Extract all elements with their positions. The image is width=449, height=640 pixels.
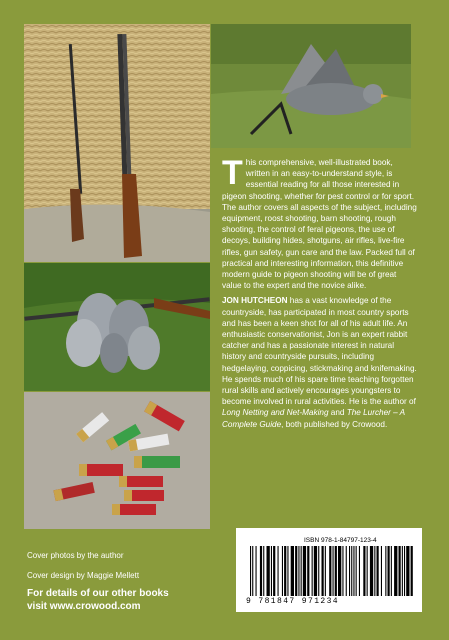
barcode-bar (252, 546, 253, 596)
barcode-bars (248, 546, 414, 596)
bio-end: , both published by Crowood. (281, 419, 388, 429)
barcode-bar (394, 546, 397, 596)
barcode-bar (381, 546, 382, 596)
barcode-bar (356, 546, 357, 596)
barcode-box (236, 528, 422, 612)
barcode-bar (307, 546, 309, 596)
barcode-bar (351, 546, 352, 596)
barcode-bar (325, 546, 326, 596)
book-title-1: Long Netting and Net-Making (222, 408, 329, 418)
barcode-bar (329, 546, 331, 596)
barcode-bar (250, 546, 251, 596)
barcode-bar (284, 546, 286, 596)
barcode-bar (287, 546, 288, 596)
details-line-2: visit www.crowood.com (27, 601, 141, 612)
barcode-bar (349, 546, 350, 596)
barcode-bar (377, 546, 379, 596)
barcode-bar (333, 546, 334, 596)
author-bio-text: has a vast knowledge of the countryside, has participated in most country sports and has been a keen shot for all of his adult life. An enthusiastic conservationist, Jon is an expert rabbit catcher and has a passionate interest in natural history and countryside pursuits, including hedgelaying, coppicing, stickmaking and knifemaking. He spends much of his spare time teaching forgotten rural skills and actively encourages youngsters to become involved in rural activities. He is the author of (222, 296, 417, 407)
barcode-bar (353, 546, 354, 596)
barcode-bar (278, 546, 279, 596)
barcode-bar (314, 546, 317, 596)
barcode-bar (335, 546, 337, 596)
barcode-bar (411, 546, 413, 596)
barcode-bar (342, 546, 343, 596)
design-credit: Cover design by Maggie Mellett (27, 571, 140, 580)
barcode-bar (406, 546, 409, 596)
barcode-bar (295, 546, 297, 596)
barcode-bar (322, 546, 324, 596)
barcode-bar (388, 546, 390, 596)
barcode-bar (338, 546, 341, 596)
back-cover-blurb (222, 154, 418, 434)
author-name: JON HUTCHEON (222, 296, 288, 306)
blurb-intro: his comprehensive, well-illustrated book, written in an easy-to-understand style, is essential reading for all those interested in pigeon shooting, whether for pest control or for sport. The author covers all aspects of the subject, including equipment, roost shooting, barn shooting, rough shooting, the control of feral pigeons, the use of decoys, building hides, shotguns, air rifles, live-fire rifles, gun safety, gun care and the law. Packed full of practical and interesting information, this definitive modern guide to pigeon shooting will be of great value to the expert and the novice alike. (222, 158, 417, 291)
barcode-bar (312, 546, 313, 596)
barcode-bar (374, 546, 375, 596)
barcode-bar (402, 546, 403, 596)
book-title-2: The Lurcher – A Complete Guide (222, 408, 405, 429)
barcode-bar (301, 546, 302, 596)
details-line-1: For details of our other books (27, 588, 169, 599)
barcode-bar (282, 546, 283, 596)
barcode-bar (404, 546, 405, 596)
barcode-bar (370, 546, 373, 596)
barcode-bar (363, 546, 365, 596)
barcode-bar (303, 546, 306, 596)
barcode-bar (273, 546, 275, 596)
photo-shotguns-hay-bale (24, 24, 210, 262)
barcode-bar (291, 546, 294, 596)
and-word: and (328, 408, 347, 418)
barcode-bar (256, 546, 257, 596)
isbn-text: ISBN 978-1-84797-123-4 (304, 537, 377, 544)
photo-pigeon-decoy (211, 24, 411, 148)
barcode-bar (260, 546, 262, 596)
blurb-description (222, 154, 418, 291)
photo-shot-pigeons (24, 263, 210, 391)
ean-number: 9 781847 971234 (246, 597, 340, 606)
barcode-bar (298, 546, 299, 596)
author-bio (222, 295, 418, 429)
photo-credit: Cover photos by the author (27, 551, 124, 560)
barcode-bar (263, 546, 264, 596)
barcode-bar (318, 546, 319, 596)
barcode-bar (385, 546, 386, 596)
barcode-bar (391, 546, 392, 596)
barcode-bar (399, 546, 401, 596)
barcode-bar (271, 546, 272, 596)
barcode-bar (367, 546, 368, 596)
drop-cap: T (222, 154, 243, 192)
barcode-bar (359, 546, 360, 596)
photo-shotgun-cartridges (24, 392, 210, 529)
barcode-bar (346, 546, 347, 596)
barcode-bar (267, 546, 270, 596)
